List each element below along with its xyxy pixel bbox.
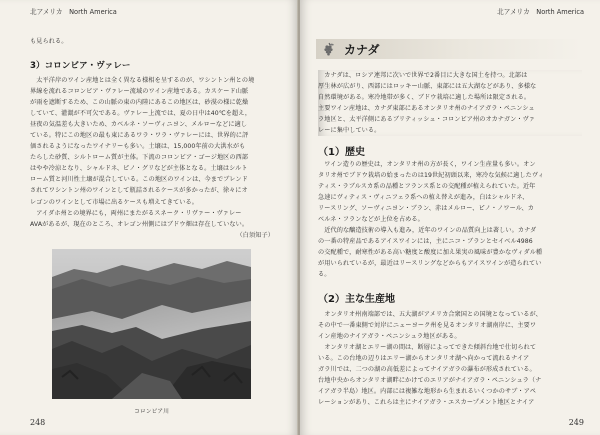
- regions-line: イアガラ半島）地区。内部には複雑な地形から生まれるいくつかのサブ・アペ: [318, 388, 536, 396]
- regions-line: 台地中央からオンタリオ湖畔にかけてのエリアがナイアガラ・ペニンシュラ（ナ: [318, 377, 542, 385]
- history-line: の交配種で，耐寒性がある高い糖度と酸度に加え果実の風味が豊かなヴィダル種: [318, 249, 543, 257]
- columbia-river-landscape-image: [52, 249, 251, 399]
- section-heading-columbia-valley: 3）コロンビア・ヴァレー: [30, 61, 131, 71]
- left-top-line: [30, 36, 274, 47]
- regions-line: オンタリオ湖とエリー湖の間は、断層によってできた傾斜台地で仕切られて: [318, 344, 537, 352]
- left-body-line: はやや冷涼となり、シャルドネ、ピノ・グリなどが主体となる。土壌はシルト: [30, 165, 248, 173]
- intro-line: 厚生林が広がり、西部にはロッキー山脈、東部には五大湖などがあり、多様な: [318, 83, 537, 91]
- regions-line: レーションがあり、これらは主にナイアガラ・エスカープメント地区とナイア: [318, 399, 535, 407]
- history-line: ワイン造りの歴史は，オンタリオ州の方が長く，ワイン生産量も多い。オン: [318, 161, 536, 168]
- left-body-line: 価されるようになったワイナリーも多い。土壌は、15,000年前の大洪水がも: [30, 143, 246, 151]
- left-body-line: レゴンのワインとして市場に出るケースも増えてきている。: [30, 198, 199, 206]
- left-top-text: も見られる。: [30, 38, 68, 45]
- columbia-river-photo: [52, 249, 251, 399]
- regions-line: ガラ川では、二つの湖の高低差によってナイアガラの瀑布が形成されている。: [318, 366, 536, 374]
- regions-body: [318, 309, 582, 408]
- author-signature: （白須知子）: [236, 231, 274, 239]
- left-body-line: ローム質と河川性土壌が混合している。この地区のワインは、今までブレンド: [30, 176, 248, 184]
- regions-line: その中で一番東側で対岸にニューヨーク州を見るオンタリオ湖南岸に、主要ワ: [318, 322, 537, 330]
- regions-line: イン産地のナイアガラ・ペニンシュラ地区がある。: [318, 333, 461, 341]
- right-page-number: 249: [568, 418, 584, 427]
- left-body-line: AVAがあるが、現在のところ、オレゴン州側にはブドウ畑は存在していない。: [30, 220, 249, 228]
- left-body: [30, 75, 274, 241]
- photo-caption: コロンビア川: [134, 409, 169, 415]
- left-body-line: 界線を流れるコロンビア・ヴァレー流域のワイン産地である。カスケード山脈: [30, 88, 249, 96]
- intro-line: 主要ワイン産地は、カナダ東部にあるオンタリオ州のナイアガラ・ペニンシュ: [318, 105, 535, 113]
- history-line: の一番の特産品であるアイスワインには，主にニコ・ブランとセイベル4986: [318, 238, 533, 246]
- intro-line: ラ地区と、太平洋側にあるブリティッシュ・コロンビア州のオカナガン・ヴァ: [318, 116, 536, 124]
- intro-line: レーに集中している。: [318, 127, 381, 135]
- history-line: 近代的な醸造技術の導入も進み，近年のワインの品質向上は著しい。カナダ: [318, 227, 537, 235]
- left-body-line: が雨を遮断するため、この山脈の東の内陸にあるこの地区は、砂漠の様に乾燥: [30, 99, 249, 107]
- intro-line: 自然環境がある。寒冷地帯が多く、ブドウ栽培に適した場所は限定される。: [318, 94, 531, 102]
- left-body-line: していて、灌漑が不可欠である。ヴァレー上流では、夏の日中は40℃を超え，: [30, 110, 252, 118]
- left-body-line: アイダホ州との境界にも，両州にまたがるスネーク・リヴァー・ヴァレー: [30, 209, 242, 217]
- left-page-number: 248: [30, 418, 46, 427]
- chapter-header: [316, 39, 582, 59]
- history-line: リースリング、ソーヴィニヨン・ブラン、赤はメルロー、ピノ・ノワール、カ: [318, 205, 534, 213]
- history-body: [318, 159, 582, 281]
- section-heading-history: （1）歴史: [318, 147, 365, 158]
- history-line: ティス・ラブルスカ系の品種とフランス系との交配種が植えられていた。近年: [318, 183, 536, 191]
- regions-line: いる。この台地の辺りはエリー湖からオンタリオ湖へ向かって流れるナイア: [318, 355, 530, 363]
- left-body-line: たらした砂質、シルトローム質が主体。下流のコロンビア・ゴージ地区の西部: [30, 154, 249, 162]
- intro-line: カナダは、ロシア連邦に次いで世界で2番目に大きな国土を持つ。北部は: [318, 72, 528, 79]
- left-page: [0, 0, 298, 435]
- history-line: が用いられているが，最近はリースリングなどからもアイスワインが造られてい: [318, 260, 542, 268]
- chapter-title: カナダ: [344, 43, 380, 57]
- left-running-head: 北アメリカ North America: [30, 8, 117, 16]
- left-body-line: 太平洋岸のワイン産地とは全く異なる様相を呈するのが、ワシントン州との境: [30, 77, 255, 84]
- section-heading-main-regions: （2）主な生産地: [318, 294, 395, 305]
- right-running-head: 北アメリカ North America: [497, 8, 584, 16]
- history-line: タリオ州でブドウ栽培の始まったのは19世紀初頭以来，寒冷な気候に適したヴィ: [318, 172, 545, 180]
- grape-cluster-icon: [322, 42, 336, 56]
- history-line: ベルネ・フランなどが上位を占める。: [318, 216, 424, 224]
- history-line: る。: [318, 271, 331, 279]
- regions-line: オンタリオ州南端部では、五大湖がアメリカ合衆国との国境となっているが、: [318, 311, 542, 318]
- canada-intro: [318, 70, 582, 136]
- left-body-line: 昼夜の気温差も大きいため、カベルネ・ソーヴィニヨン、メルローなどに適し: [30, 121, 248, 129]
- left-body-line: されてワシントン州のワインとして瓶詰されるケースが多かったが、徐々にオ: [30, 187, 248, 195]
- history-line: 急速にヴィティス・ヴィニフェラ系への植え替えが進み，白はシャルドネ、: [318, 194, 529, 202]
- left-body-line: ている。特にこの地区の最も東にあるワラ・ワラ・ヴァレーには、世界的に評: [30, 132, 249, 140]
